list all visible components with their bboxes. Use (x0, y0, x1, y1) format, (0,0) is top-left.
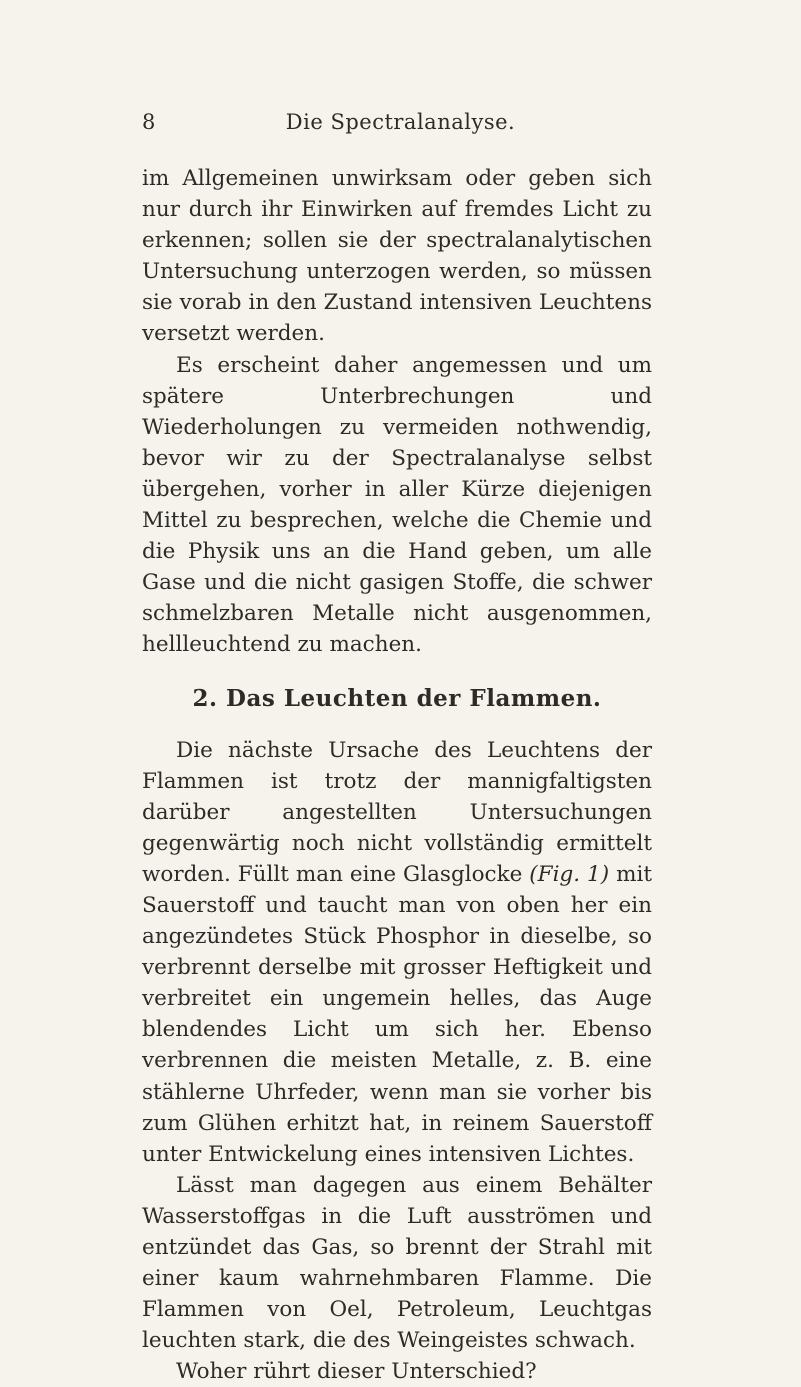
paragraph-3 (142, 735, 652, 1170)
paragraph-3-text-b: mit Sauerstoff und taucht man von oben her ein angezündetes Stück Phosphor in dieselbe, so verbrennt derselbe mit grosser Heftigkeit und verbreitet ein ungemein helles, das Auge blendendes Licht um sich her. Ebenso verbrennen die meisten Metalle, z. B. eine stählerne Uhrfeder, wenn man sie vorher bis zum Glühen erhitzt hat, in reinem Sauerstoff unter Entwickelung eines intensiven Lichtes. (142, 861, 652, 1167)
paragraph-5: Woher rührt dieser Unterschied? (176, 1359, 537, 1385)
page-header (0, 110, 801, 146)
running-title: Die Spectralanalyse. (285, 110, 516, 134)
page-number: 8 (142, 110, 156, 134)
paragraph-1: im Allgemeinen unwirksam oder geben sich nur durch ihr Einwirken auf fremdes Licht zu erkennen; sollen sie der spectralanalytischen Untersuchung unterzogen werden, so müssen sie vorab in den Zustand intensiven Leuchtens versetzt werden. (142, 166, 652, 347)
section-heading: 2. Das Leuchten der Flammen. (192, 684, 602, 712)
figure-reference: (Fig. 1) (529, 861, 610, 887)
paragraph-3-text-a: Die nächste Ursache des Leuchtens der Flammen ist trotz der mannigfaltigsten darüber angestellten Untersuchungen gegenwärtig noch nicht vollständig ermittelt worden. Füllt man eine Glasglocke (142, 737, 652, 887)
paragraph-2: Es erscheint daher angemessen und um spätere Unterbrechungen und Wiederholungen zu vermeiden nothwendig, bevor wir zu der Spectralanalyse selbst übergehen, vorher in aller Kürze diejenigen Mittel zu besprechen, welche die Chemie und die Physik uns an die Hand geben, um alle Gase und die nicht gasigen Stoffe, die schwer schmelzbaren Metalle nicht ausgenommen, hellleuchtend zu machen. (142, 352, 652, 658)
paragraph-4: Lässt man dagegen aus einem Behälter Wasserstoffgas in die Luft ausströmen und entzündet das Gas, so brennt der Strahl mit einer kaum wahrnehmbaren Flamme. Die Flammen von Oel, Petroleum, Leuchtgas leuchten stark, die des Weingeistes schwach. (142, 1172, 652, 1354)
body-text (142, 163, 652, 1387)
